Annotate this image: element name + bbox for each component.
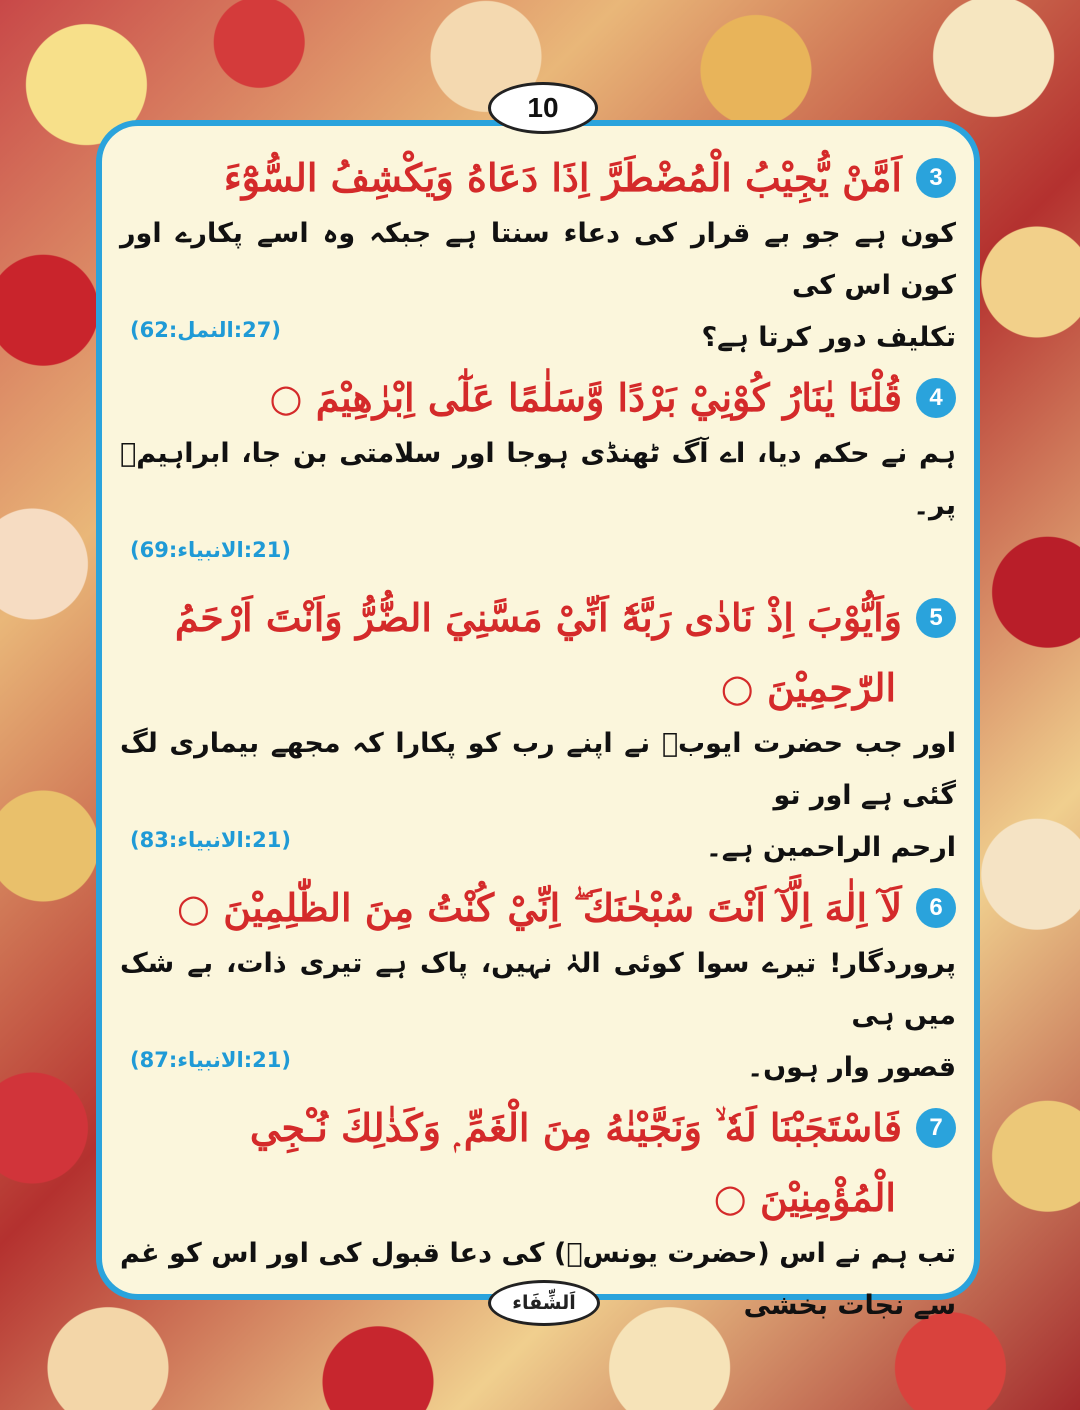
translation-line: قصور وار ہوں۔ — [747, 1052, 956, 1083]
translation-line: تب ہم نے اس (حضرت یونسؑ) کی دعا قبول کی اور اس کو غم سے نجات بخشی — [120, 1238, 956, 1321]
page-number: 10 — [488, 82, 598, 134]
ayah-number-badge: 6 — [916, 888, 956, 928]
surah-reference: (27:النمل:62) — [130, 318, 281, 342]
section-4 — [120, 368, 956, 584]
translation-reference-row — [120, 1042, 956, 1094]
ayah-number-badge: 5 — [916, 598, 956, 638]
translation-line: پروردگار! تیرے سوا کوئی الہٰ نہیں، پاک ہے تیری ذات، بے شک میں ہی — [120, 948, 956, 1031]
ayah-text: لَآ اِلٰهَ اِلَّآ اَنْتَ سُبْحٰنَكَ ۖ اِنِّيْ كُنْتُ مِنَ الظّٰلِمِيْنَ ○ — [176, 885, 902, 930]
surah-reference: (21:الانبیاء:69) — [130, 538, 291, 562]
translation-reference-row — [120, 822, 956, 874]
translation-line: کون ہے جو بے قرار کی دعاء سنتا ہے جبکہ وہ اسے پکارے اور کون اس کی — [120, 218, 956, 301]
reference-row — [120, 532, 956, 584]
ayah-text: اَمَّنْ يُّجِيْبُ الْمُضْطَرَّ اِذَا دَعَاهُ وَيَكْشِفُ السُّوْٓءَ — [223, 155, 902, 200]
section-5 — [120, 588, 956, 874]
book-logo: اَلشِّفَاء — [488, 1280, 600, 1326]
ayah-number-badge: 3 — [916, 158, 956, 198]
section-3 — [120, 148, 956, 364]
ayah-line — [120, 878, 956, 938]
ayah-line — [120, 148, 956, 208]
ayah-line — [120, 1098, 956, 1158]
surah-reference: (21:الانبیاء:87) — [130, 1048, 291, 1072]
ayah-text: قُلْنَا يٰنَارُ كُوْنِيْ بَرْدًا وَّسَلٰمًا عَلٰٓى اِبْرٰهِيْمَ ○ — [269, 375, 902, 420]
ayah-line — [120, 588, 956, 648]
ayah-text: فَاسْتَجَبْنَا لَهٗ ۙ وَنَجَّيْنٰهُ مِنَ الْغَمِّ ۭ وَكَذٰلِكَ نُـْجِي — [249, 1105, 902, 1150]
ayah-text-continued: الْمُؤْمِنِيْنَ ○ — [713, 1175, 896, 1220]
surah-reference: (21:الانبیاء:83) — [130, 828, 291, 852]
ayah-text-continued: الرّٰحِمِيْنَ ○ — [720, 665, 896, 710]
section-6 — [120, 878, 956, 1094]
translation-line: تکلیف دور کرتا ہے؟ — [701, 322, 956, 353]
ayah-text: وَاَيُّوْبَ اِذْ نَادٰى رَبَّهٗٓ اَنِّيْ مَسَّنِيَ الضُّرُّ وَاَنْتَ اَرْحَمُ — [174, 595, 902, 640]
ayah-line — [120, 368, 956, 428]
ayah-number-badge: 7 — [916, 1108, 956, 1148]
translation-reference-row — [120, 312, 956, 364]
ayah-number-badge: 4 — [916, 378, 956, 418]
content — [120, 148, 956, 1336]
translation-line: اور جب حضرت ایوبؑ نے اپنے رب کو پکارا کہ مجھے بیماری لگ گئی ہے اور تو — [120, 728, 956, 811]
translation-line: ارحم الراحمین ہے۔ — [705, 832, 956, 863]
translation-line: ہم نے حکم دیا، اے آگ ٹھنڈی ہوجا اور سلامتی بن جا، ابراہیمؑ پر۔ — [120, 438, 956, 521]
